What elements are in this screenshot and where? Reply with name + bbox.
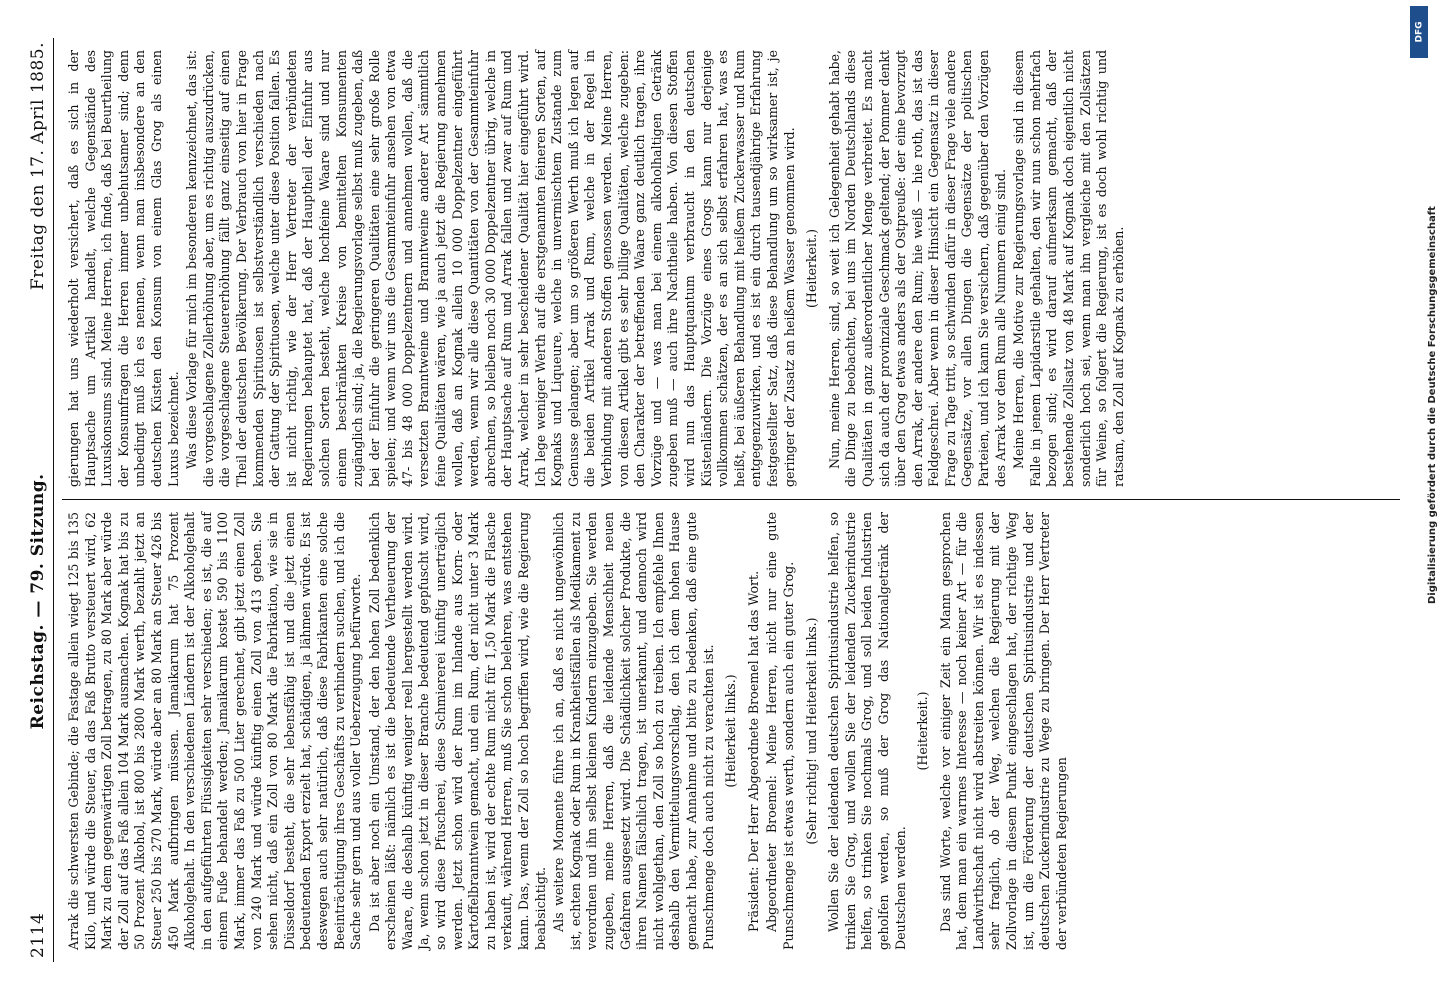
page-number: 2114 — [28, 912, 48, 958]
interjection: (Heiterkeit links.) — [723, 674, 739, 788]
paragraph: Da ist aber noch ein Umstand, der den hohen Zoll bedenklich erscheinen läßt: nämlich es ist die bedeutende Vertheuerung der Waare, die deshalb künftig weniger reell hergestellt werden wird. Ja, wenn schon jetzt in dieser Branche bedeutend gepfuscht wird, so wird diese Pfuscherei, diese Schmiererei künftig unerträglich werden. Jetzt schon wird der Rum im Inlande aus Korn- oder Kartoffelbranntwein gemacht, und ein Rum, der nicht unter 3 Mark zu haben ist, wird der echte Rum nicht für 1,50 Mark die Flasche verkauft, während Herren, muß Sie schon belehren, was entstehen kann. Das, wenn der Zoll so hoch begriffen wird, wie die Regierung beabsichtigt. — [366, 512, 548, 950]
session-title: Reichstag. — 79. Sitzung. — [28, 473, 48, 730]
paragraph: Nun, meine Herren, sind, so weit ich Gelegenheit gehabt habe, die Dinge zu beobachten, bei uns im Norden Deutschlands diese Qualitäten in ganz außerordentlicher Menge verbreitet. Es macht sich da auch der provinziale Geschmack geltend; der Pommer denkt über den Grog etwas anders als der Ostpreuße: der eine bevorzugt den Arrak, der andere den Rum; hie weiß — hie roth, das ist das Feldgeschrei. Aber wenn in dieser Hinsicht ein Gegensatz in dieser Frage zu Tage tritt, so schwinden dafür in dieser Frage viele andere Gegensätze, vor allen Dingen die Gegensätze der politischen Parteien, und ich kann Sie versichern, daß gegenüber den Vorzügen des Arrak vor dem Rum alle Nummern einig sind. — [826, 50, 1008, 487]
column-left — [62, 500, 1400, 962]
text-columns — [62, 38, 1400, 962]
digitization-credit: Digitalisierung gefördert durch die Deutsche Forschungsgemeinschaft — [1427, 206, 1438, 604]
column-right — [62, 38, 1400, 500]
paragraph: Was diese Vorlage für mich im besonderen kennzeichnet, das ist: die vorgeschlagene Zollerhöhung aber, um es richtig auszudrücken, die vorgeschlagene Steuererhöhung fällt ganz einseitig auf einen Theil der deutschen Bevölkerung. Der Verbrauch von hier in Frage kommenden Spirituosen ist selbstverständlich verschieden nach der Gattung der Spirituosen, welche unter diese Position fallen. Es ist nicht richtig, wie der Herr Vertreter der verbündeten Regierungen behauptet hat, daß der Hauptheil der Einfuhr aus solchen Sorten besteht, welche hochfeine Waare sind und nur einem beschränkten Kreise von bemittelten Konsumenten zugänglich sind; ja, die Regierungsvorlage selbst muß zugeben, daß bei der Einfuhr die geringeren Qualitäten eine sehr große Rolle spielen; und wenn wir uns die Gesammteinfuhr ansehen von etwa 47- bis 48 000 Doppelzentnern und annehmen wollen, daß die versetzten Branntweine und Branntweine anderer Art sämmtlich feine Qualitäten wären, wie ja auch jetzt die Regierung annehmen wollen, daß an Kognak allein 10 000 Doppelzentner eingeführt werden, wenn wir alle diese Quantitäten von der Gesammteinfuhr abrechnen, so bleiben noch 30 000 Doppelzentner übrig, welche in der Hauptsache auf Rum und Arrak fallen und zwar auf Rum und Arrak, welcher in sehr bescheidener Qualität hier eingeführt wird. Ich lege weniger Werth auf die erstgenannten feineren Sorten, auf Kognaks und Liqueure, welche in unvermischtem Zustande zum Genusse gelangen; aber um so größeren Werth muß ich legen auf die beiden Artikel Arrak und Rum, welche in der Regel in Verbindung mit anderen Stoffen genossen werden. Meine Herren, von diesen Artikel gibt es sehr billige Qualitäten, welche zugeben: den Charakter der betreffenden Waare ganz deutlich tragen, ihre Vorzüge und — was man bei einem alkoholhaltigen Getränk zugeben muß — auch ihre Nachtheile haben. Von diesen Stoffen wird nun das Hauptquantum verbraucht in den deutschen Küstenländern. Die Vorzüge eines Grogs kann nur derjenige vollkommen schätzen, der es an sich selbst erfahren hat, was es heißt, bei äußeren Behandlung mit heißem Zuckerwasser und Rum entgegenzuwirken, und es ist ein durch tausendjährige Erfahrung festgestellter Satz, daß diese Behandlung um so wirksamer ist, je geringer der Zusatz an heißem Wasser genommen wird. — [184, 50, 797, 487]
paragraph: Als weitere Momente führe ich an, daß es nicht ungewöhnlich ist, echten Kognak oder Rum in Krankheitsfällen als Medikament zu verordnen und ihn selbst kleinen Kindern einzugeben. Sie werden zugeben, meine Herren, daß die leidende Menschheit neuen Gefahren ausgesetzt wird. Die Schädlichkeit solcher Produkte, die ihren Namen fälschlich tragen, ist unerkannt, und dennoch wird nicht wohlgethan, den Zoll so hoch zu treiben. Ich empfehle Ihnen deshalb den Vermittelungsvorschlag, den ich dem hohen Hause gemacht habe, zur Annahme und bitte zu bedenken, daß eine gute Punschmenge doch auch nicht zu verachten ist. — [551, 512, 716, 950]
session-date: Freitag den 17. April 1885. — [28, 42, 48, 291]
interjection: (Heiterkeit.) — [915, 691, 931, 771]
paragraph: Arrak die schwersten Gebinde; die Fastage allein wiegt 125 bis 135 Kilo, und würde die Steuer, da das Faß Brutto versteuert wird, 62 Mark zu dem gegenwärtigen Zoll betragen, zu 80 Mark aber würde der Zoll auf das Faß allein 104 Mark ausmachen. Kognak hat bis zu 50 Prozent Alkohol, ist 800 bis 2800 Mark werth, bezahlt jetzt an Steuer 250 bis 270 Mark, würde aber an 80 Mark an Steuer 426 bis 450 Mark aufbringen müssen. Jamaikarum hat 75 Prozent Alkoholgehalt. In den verschiedenen Ländern ist der Alkoholgehalt in den aufgeführten Flüssigkeiten sehr verschieden; es ist, die auf einem Fuße behandelt werden; Jamaikarum kostet 590 bis 1100 Mark, immer das Faß zu 500 Liter gerechnet, gibt jetzt einen Zoll von 240 Mark und würde künftig einen Zoll von 413 geben. Sie sehen nicht, daß ein Zoll von 80 Mark die Fabrikation, wie sie in Düsseldorf besteht, die sehr lebensfähig ist und die jetzt einen bedeutenden Export erzielt hat, schädigen, ja lähmen würde. Es ist deswegen auch sehr natürlich, daß diese Fabrikanten eine solche Beeinträchtigung ihres Geschäfts zu verhindern suchen, und ich die Sache sehr gern und aus voller Ueberzeugung befürworte. — [66, 512, 364, 950]
speaker-paragraph: Abgeordneter Broemel: Meine Herren, nicht nur eine gute Punschmenge ist etwas werth, sondern auch ein guter Grog. — [764, 512, 796, 950]
speaker-paragraph: Präsident: Der Herr Abgeordnete Broemel hat das Wort. — [745, 570, 761, 932]
paragraph: gierungen hat uns wiederholt versichert, daß es sich in der Hauptsache um Artikel handelt, welche Gegenstände des Luxuskonsums sind. Meine Herren, ich finde, daß bei Beurtheilung der Konsumfragen die Herren immer unbehutsamer sind; denn unbedingt muß ich es nennen, wenn man insbesondere an den deutschen Küsten den Konsum von einem Glas Grog als einen Luxus bezeichnet. — [66, 50, 181, 487]
paragraph: Meine Herren, die Motive zur Regierungsvorlage sind in diesem Falle in jenem Lapidarstile gehalten, den wir nun schon mehrfach bezogen sind; es wird darauf aufmerksam gemacht, daß der bestehende Zollsatz von 48 Mark auf Kognak doch eigentlich nicht sonderlich hoch sei, wenn man ihn vergleiche mit den Zollsätzen für Weine, so folgert die Regierung, ist es doch wohl richtig und ratsam, den Zoll auf Kognak zu erhöhen. — [1011, 50, 1126, 487]
digitization-credit-strip — [1408, 0, 1438, 1000]
interjection: (Heiterkeit.) — [804, 229, 820, 308]
running-head — [28, 38, 54, 962]
paragraph: Das sind Worte, welche vor einiger Zeit ein Mann gesprochen hat, dem man ein warmes Interesse — noch keiner Art — für die Landwirthschaft nicht wird abstreiten können. Wir ist es indessen sehr fraglich, ob der Weg, welchen die Regierung mit der Zollvorlage in diesem Punkt eingeschlagen hat, der richtige Weg ist, um die Förderung der deutschen Spiritusindustrie und der deutschen Zuckerindustrie zu Wege zu bringen. Der Herr Vertreter der verbündeten Regierungen — [937, 512, 1069, 950]
paragraph: Wollen Sie der leidenden deutschen Spiritusindustrie helfen, so trinken Sie Grog, und wollen Sie der leidenden Zuckerindustrie helfen, so trinken Sie nochmals Grog, und soll beiden Industrien geholfen werden, so muß der Grog das Nationalgetränk der Deutschen werden. — [826, 512, 908, 950]
dfg-logo: DFG — [1410, 6, 1428, 58]
interjection: (Sehr richtig! und Heiterkeit links.) — [803, 617, 819, 845]
